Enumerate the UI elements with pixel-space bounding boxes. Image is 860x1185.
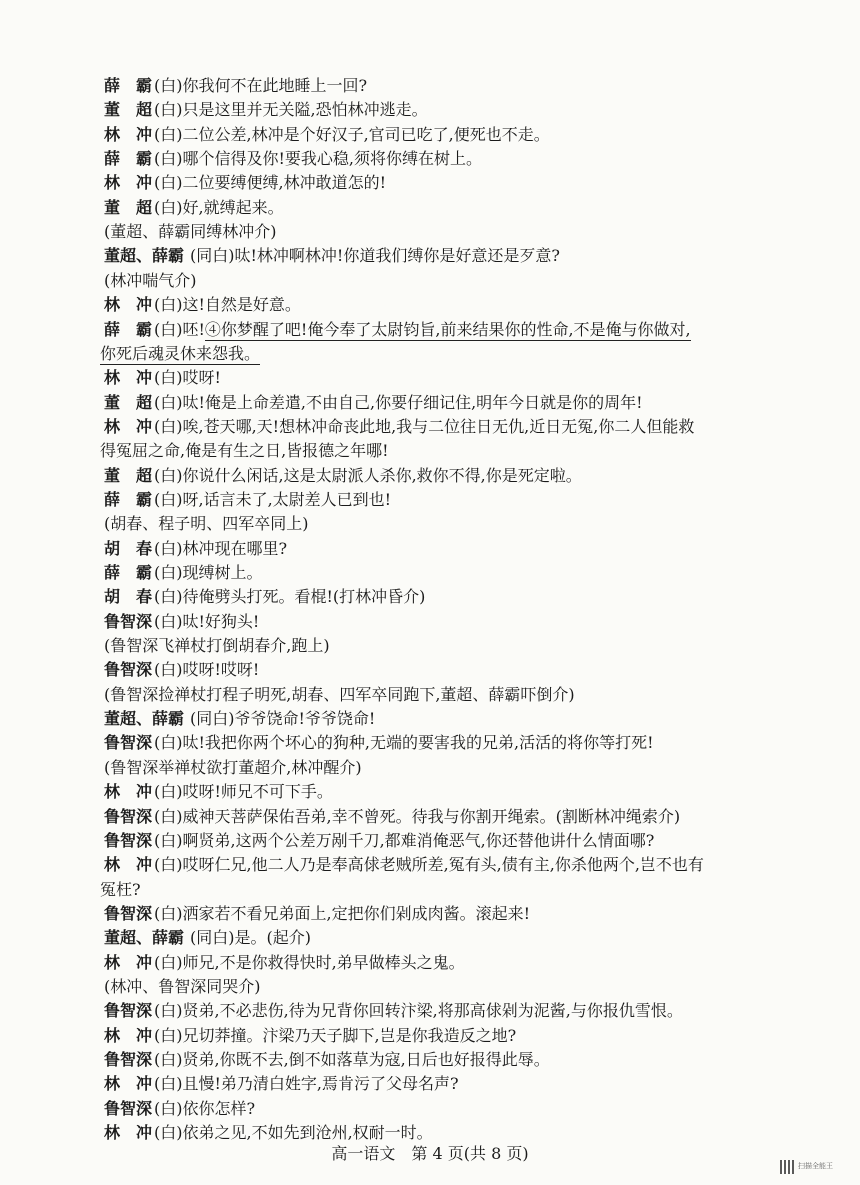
stage-direction	[104, 683, 575, 707]
script-line	[0, 1048, 860, 1072]
speech-text	[154, 902, 530, 926]
speech-text	[190, 926, 311, 950]
speech-part: (白)威神天菩萨保佑吾弟,幸不曾死。待我与你割开绳索。(割断林冲绳索介)	[154, 806, 681, 826]
speaker-name: 林 冲	[104, 855, 153, 875]
speech-text	[154, 171, 386, 195]
script-line	[0, 853, 860, 877]
script-line	[0, 391, 860, 415]
script-line	[0, 439, 860, 463]
speech-part: (白)只是这里并无关隘,恐怕林冲逃走。	[154, 100, 428, 120]
speech-part: (白)洒家若不看兄弟面上,定把你们剁成肉酱。滚起来!	[154, 903, 531, 923]
speaker-name: 鲁智深	[104, 660, 153, 680]
speech-text	[154, 366, 221, 390]
speaker-name: 林 冲	[104, 1074, 153, 1094]
speaker-name: 鲁智深	[104, 611, 153, 631]
speaker-name: 胡 春	[104, 538, 153, 558]
speaker-name: 董 超	[104, 197, 153, 217]
speaker-name: 董 超	[104, 392, 153, 412]
speech-text	[154, 537, 287, 561]
speech-text	[154, 780, 333, 804]
script-line	[0, 780, 860, 804]
speech-text	[154, 391, 643, 415]
speech-part: (同白)呔!林冲啊林冲!你道我们缚你是好意还是歹意?	[190, 246, 560, 266]
script-line	[0, 147, 860, 171]
speech-part: (林冲、鲁智深同哭介)	[104, 976, 261, 996]
speech-text	[154, 1024, 516, 1048]
script-line	[0, 707, 860, 731]
speech-part: (白)贤弟,不必悲伤,待为兄背你回转汴梁,将那高俅剁为泥酱,与你报仇雪恨。	[154, 1001, 683, 1021]
script-line	[0, 220, 860, 244]
stage-direction	[100, 878, 141, 902]
page-footer: 高一语文 第 4 页(共 8 页)	[331, 1144, 529, 1163]
speaker-name: 鲁智深	[104, 1001, 153, 1021]
stage-direction	[104, 975, 261, 999]
speech-text	[154, 658, 259, 682]
speech-part: 得冤屈之命,俺是有生之日,皆报德之年哪!	[100, 441, 389, 461]
speech-text	[154, 853, 704, 877]
speaker-name: 林 冲	[104, 295, 153, 315]
speaker-name: 薛 霸	[104, 489, 153, 509]
speech-text	[154, 1048, 550, 1072]
script-line	[0, 269, 860, 293]
speech-part: (白)现缚树上。	[154, 563, 263, 582]
speech-part: (白)哎呀!	[154, 368, 221, 388]
speech-text	[154, 610, 259, 634]
speech-text	[154, 1097, 255, 1121]
script-line	[0, 366, 860, 390]
speech-part: (白)待俺劈头打死。看棍!(打林冲昏介)	[154, 587, 426, 607]
speech-part: (胡春、程子明、四军卒同上)	[104, 514, 309, 534]
speech-text	[154, 74, 367, 98]
speaker-name: 林 冲	[104, 1025, 153, 1045]
speech-part: (白)贤弟,你既不去,倒不如落草为寇,日后也好报得此辱。	[154, 1050, 550, 1069]
stage-direction	[100, 342, 260, 366]
speech-text	[154, 488, 391, 512]
speaker-name: 薛 霸	[104, 319, 153, 339]
speech-part: (白)哎呀仁兄,他二人乃是奉高俅老贼所差,冤有头,债有主,你杀他两个,岂不也有	[154, 855, 704, 875]
speaker-name: 薛 霸	[104, 563, 153, 582]
script-line	[0, 318, 860, 342]
script-line	[0, 731, 860, 755]
script-line	[0, 975, 860, 999]
speech-part: (白)啊贤弟,这两个公差万剐千刀,都难消俺恶气,你还替他讲什么情面哪?	[154, 830, 655, 850]
speaker-name: 董超、薛霸	[104, 246, 185, 266]
speaker-name: 鲁智深	[104, 733, 153, 753]
speaker-name: 林 冲	[104, 173, 153, 193]
script-line	[0, 610, 860, 634]
script-line	[0, 464, 860, 488]
speech-text	[154, 951, 465, 975]
speech-part: (同白)爷爷饶命!爷爷饶命!	[190, 709, 376, 729]
speech-part: (白)呸!	[154, 319, 205, 339]
speech-part: (董超、薛霸同缚林冲介)	[104, 222, 277, 242]
speech-text	[154, 561, 263, 585]
speech-part: (白)哎呀!哎呀!	[154, 660, 260, 680]
underlined-passage: 你死后魂灵休来怨我。	[100, 343, 261, 363]
speaker-name: 董超、薛霸	[104, 709, 185, 729]
script-line	[0, 171, 860, 195]
script-line	[0, 1072, 860, 1096]
speech-text	[154, 123, 550, 147]
speaker-name: 鲁智深	[104, 830, 153, 850]
speech-part: (鲁智深捡禅杖打程子明死,胡春、四军卒同跑下,董超、薛霸吓倒介)	[104, 684, 575, 704]
speech-part: (白)你说什么闲话,这是太尉派人杀你,救你不得,你是死定啦。	[154, 465, 582, 485]
speech-text	[154, 464, 582, 488]
speech-part: (白)唉,苍天哪,天!想林冲命丧此地,我与二位往日无仇,近日无冤,你二人但能救	[154, 416, 695, 436]
script-line	[0, 926, 860, 950]
speech-part: (同白)是。(起介)	[190, 928, 311, 948]
speech-text	[154, 999, 683, 1023]
script-line	[0, 293, 860, 317]
speaker-name: 鲁智深	[104, 903, 153, 923]
speech-text	[154, 196, 284, 220]
speaker-name: 林 冲	[104, 1123, 153, 1143]
speech-text	[154, 147, 482, 171]
speech-text	[154, 829, 654, 853]
script-line	[0, 756, 860, 780]
script-line	[0, 829, 860, 853]
script-line	[0, 658, 860, 682]
script-line	[0, 244, 860, 268]
speaker-name: 胡 春	[104, 587, 153, 607]
speech-text	[154, 293, 301, 317]
stage-direction	[104, 634, 330, 658]
stage-direction	[104, 512, 309, 536]
speech-part: (白)哎呀!师兄不可下手。	[154, 782, 333, 802]
speaker-name: 董 超	[104, 465, 153, 485]
stage-direction	[100, 439, 389, 463]
speech-part: (鲁智深飞禅杖打倒胡春介,跑上)	[104, 636, 330, 656]
speaker-name: 林 冲	[104, 368, 153, 388]
stage-direction	[104, 220, 277, 244]
speech-part: (白)二位公差,林冲是个好汉子,官司已吃了,便死也不走。	[154, 124, 550, 144]
speech-text	[190, 244, 560, 268]
speaker-name: 林 冲	[104, 782, 153, 802]
script-line	[0, 537, 860, 561]
speech-part: (白)林冲现在哪里?	[154, 538, 288, 558]
script-line	[0, 1024, 860, 1048]
script-line	[0, 634, 860, 658]
script-line	[0, 415, 860, 439]
speech-text	[154, 318, 691, 342]
script-line	[0, 123, 860, 147]
speech-part: (白)呔!俺是上命差遣,不由自己,你要仔细记住,明年今日就是你的周年!	[154, 392, 643, 412]
script-line	[0, 951, 860, 975]
speech-part: (白)师兄,不是你救得快时,弟早做棒头之鬼。	[154, 952, 465, 972]
script-line	[0, 1097, 860, 1121]
speech-part: (白)兄切莽撞。汴梁乃天子脚下,岂是你我造反之地?	[154, 1025, 517, 1045]
script-line	[0, 98, 860, 122]
script-line	[0, 196, 860, 220]
speaker-name: 林 冲	[104, 124, 153, 144]
speech-part: (白)依弟之见,不如先到沧州,权耐一时。	[154, 1123, 433, 1143]
script-line	[0, 999, 860, 1023]
speaker-name: 林 冲	[104, 952, 153, 972]
speaker-name: 董超、薛霸	[104, 928, 185, 948]
speech-text	[154, 805, 680, 829]
speaker-name: 董 超	[104, 100, 153, 120]
speech-text	[154, 731, 654, 755]
speech-text	[154, 1072, 459, 1096]
speaker-name: 薛 霸	[104, 149, 153, 169]
stage-direction	[104, 269, 197, 293]
speech-text	[154, 585, 425, 609]
speech-part: (白)呔!好狗头!	[154, 611, 260, 631]
speaker-name: 薛 霸	[104, 76, 153, 95]
speaker-name: 鲁智深	[104, 1098, 153, 1118]
underlined-passage: ④你梦醒了吧!俺今奉了太尉钧旨,前来结果你的性命,不是俺与你做对,	[204, 319, 691, 339]
stage-direction	[104, 756, 362, 780]
speech-part: (白)这!自然是好意。	[154, 295, 301, 315]
script-line	[0, 74, 860, 98]
speech-part: (白)哪个信得及你!要我心稳,须将你缚在树上。	[154, 149, 483, 169]
script-line	[0, 561, 860, 585]
script-line	[0, 805, 860, 829]
script-line	[0, 683, 860, 707]
speech-text	[190, 707, 375, 731]
script-line	[0, 878, 860, 902]
script-line	[0, 342, 860, 366]
speaker-name: 鲁智深	[104, 806, 153, 826]
speech-part: 冤枉?	[100, 879, 141, 899]
speech-part: (白)且慢!弟乃清白姓字,焉肯污了父母名声?	[154, 1074, 459, 1094]
script-line	[0, 488, 860, 512]
qr-code-icon	[780, 1160, 794, 1174]
script-line	[0, 902, 860, 926]
speech-part: (白)呀,话言未了,太尉差人已到也!	[154, 489, 392, 509]
speech-part: (白)依你怎样?	[154, 1098, 256, 1118]
speaker-name: 林 冲	[104, 416, 153, 436]
speech-part: (鲁智深举禅杖欲打董超介,林冲醒介)	[104, 757, 362, 777]
speech-part: (白)你我何不在此地睡上一回?	[154, 76, 368, 95]
speech-part: (白)呔!我把你两个坏心的狗种,无端的要害我的兄弟,活活的将你等打死!	[154, 733, 654, 753]
scanner-watermark: 扫描全能王	[798, 1162, 833, 1170]
speech-text	[154, 415, 694, 439]
speech-part: (白)二位要缚便缚,林冲敢道怎的!	[154, 173, 387, 193]
script-line	[0, 585, 860, 609]
speech-part: (林冲喘气介)	[104, 270, 197, 290]
speech-text	[154, 98, 428, 122]
speech-part: (白)好,就缚起来。	[154, 197, 284, 217]
speaker-name: 鲁智深	[104, 1050, 153, 1069]
script-line	[0, 512, 860, 536]
